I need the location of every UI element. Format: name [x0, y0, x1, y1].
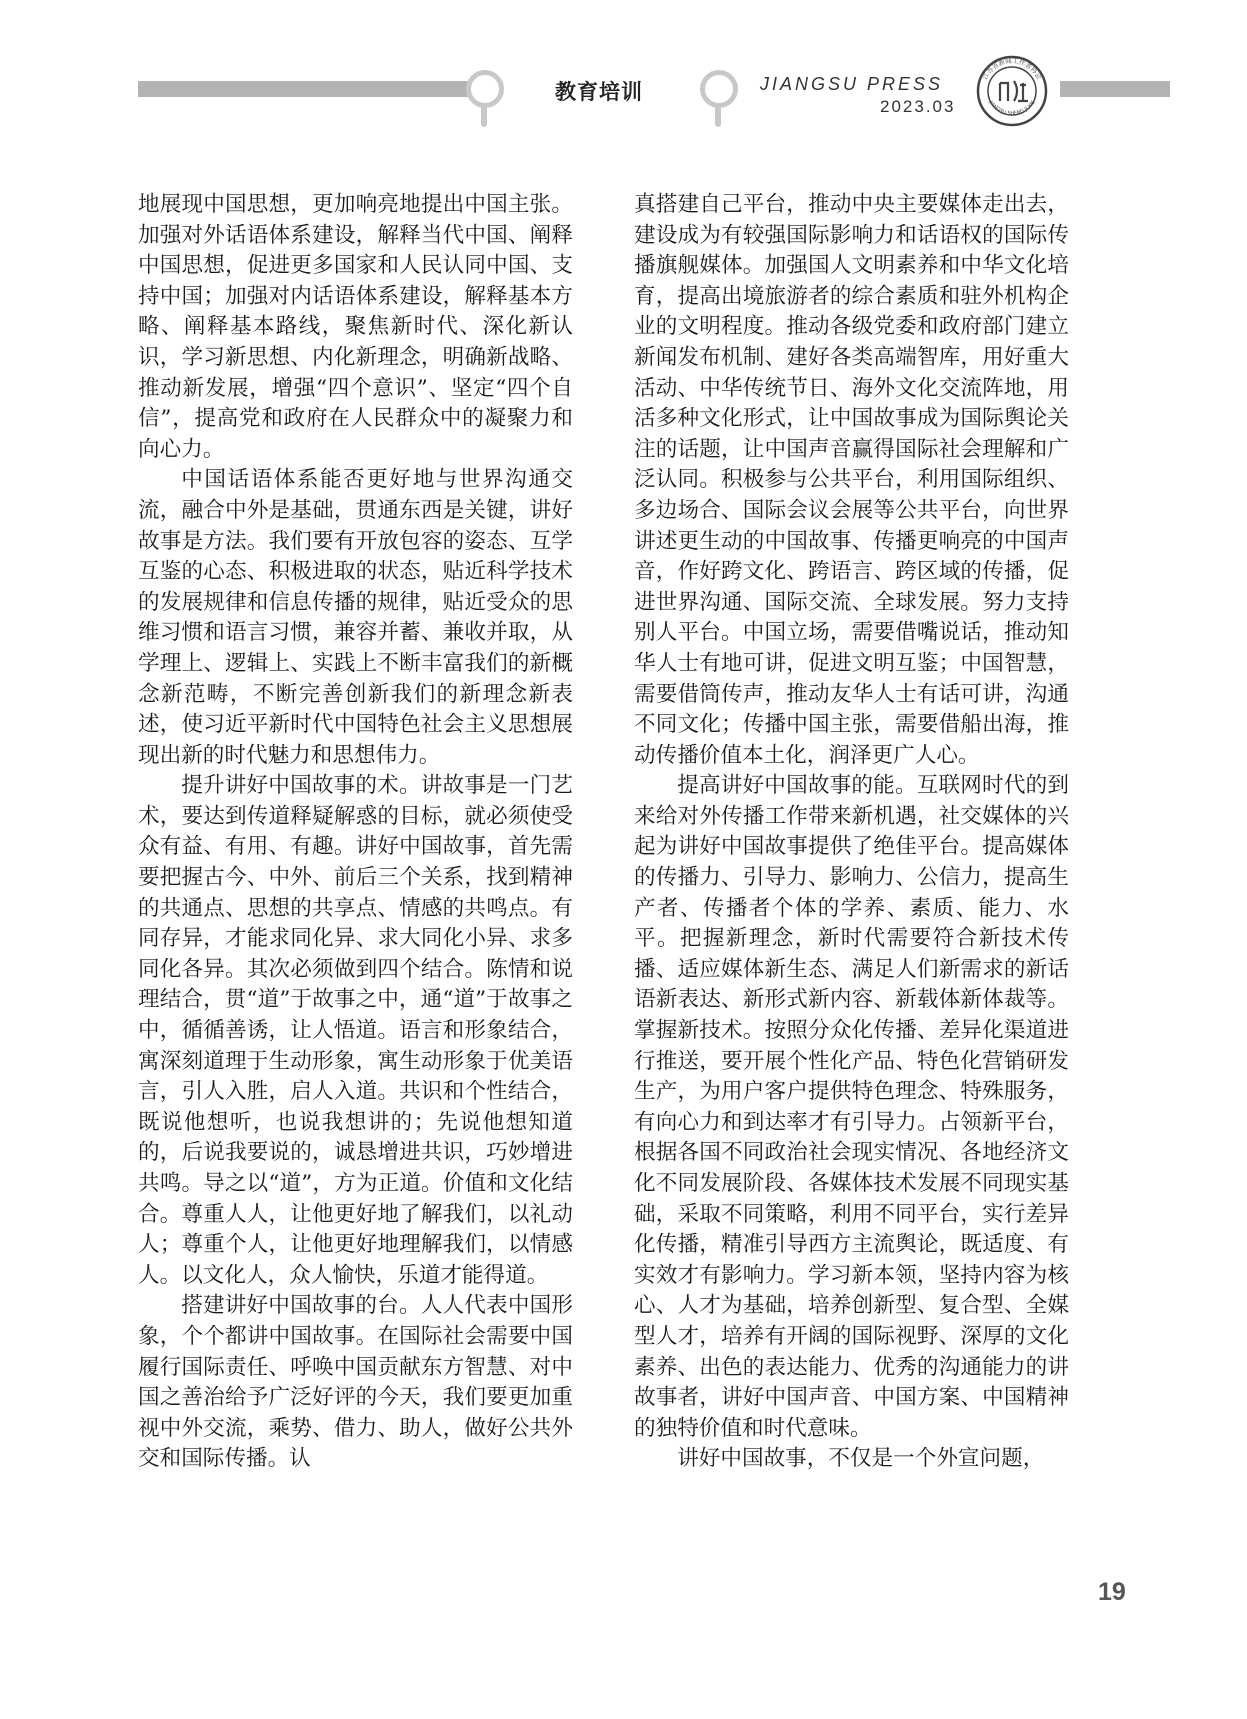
paragraph: 搭建讲好中国故事的台。人人代表中国形象，个个都讲中国故事。在国际社会需要中国履行国际责任、呼唤中国贡献东方智慧、对中国之善治给予广泛好评的今天，我们要更加重视中外交流，乘势、借力、助人，做好公共外交和国际传播。认 [138, 1293, 573, 1472]
section-title: 教育培训 [555, 80, 643, 104]
seal-text: 江苏省新闻工作者协会 [980, 56, 1044, 81]
press-name: JIANGSU PRESS [760, 74, 944, 94]
pin-icon [466, 70, 504, 108]
paragraph: 中国话语体系能否更好地与世界沟通交流，融合中外是基础，贯通东西是关键，讲好故事是方法。我们要有开放包容的姿态、互学互鉴的心态、积极进取的状态，贴近科学技术的发展规律和信息传播的规律，贴近受众的思维习惯和语言习惯，兼容并蓄、兼收并取，从学理上、逻辑上、实践上不断丰富我们的新概念新范畴，不断完善创新我们的新理念新表述，使习近平新时代中国特色社会主义思想展现出新的时代魅力和思想伟力。 [138, 467, 573, 768]
page-header [0, 0, 1247, 140]
page-number: 19 [1098, 1578, 1126, 1606]
paragraph: 讲好中国故事，不仅是一个外宣问题， [677, 1446, 1045, 1472]
header-bar-right [1060, 81, 1170, 97]
paragraph: 地展现中国思想，更加响亮地提出中国主张。加强对外话语体系建设，解释当代中国、阐释中国思想，促进更多国家和人民认同中国、支持中国；加强对内话语体系建设，解释基本方略、阐释基本路线，聚焦新时代、深化新认识，学习新思想、内化新理念，明确新战略、推动新发展，增强“四个意识”、坚定“四个自信”，提高党和政府在人民群众中的凝聚力和向心力。 [138, 192, 573, 462]
seal-text-en: JIANGSU SHENG JI XIE [987, 99, 1037, 117]
right-column [634, 190, 1069, 1475]
svg-text:JIANGSU SHENG JI XIE [987, 99, 1037, 117]
issue-number: 2023.03 [880, 97, 956, 116]
svg-text:江苏省新闻工作者协会 [980, 56, 1044, 81]
paragraph: 提升讲好中国故事的术。讲故事是一门艺术，要达到传道释疑解惑的目标，就必须使受众有益、有用、有趣。讲好中国故事，首先需要把握古今、中外、前后三个关系，找到精神的共通点、思想的共享点、情感的共鸣点。有同存异，才能求同化异、求大同化小异、求多同化各异。其次必须做到四个结合。陈情和说理结合，贯“道”于故事之中，通“道”于故事之中，循循善诱，让人悟道。语言和形象结合，寓深刻道理于生动形象，寓生动形象于优美语言，引人入胜，启人入道。共识和个性结合，既说他想听，也说我想讲的；先说他想知道的，后说我要说的，诚恳增进共识，巧妙增进共鸣。导之以“道”，方为正道。价值和文化结合。尊重人人，让他更好地了解我们，以礼动人；尊重个人，让他更好地理解我们，以情感人。以文化人，众人愉快，乐道才能得道。 [138, 773, 573, 1288]
left-column [138, 190, 573, 1475]
association-seal-icon [976, 55, 1048, 127]
paragraph: 真搭建自己平台，推动中央主要媒体走出去，建设成为有较强国际影响力和话语权的国际传播旗舰媒体。加强国人文明素养和中华文化培育，提高出境旅游者的综合素质和驻外机构企业的文明程度。推动各级党委和政府部门建立新闻发布机制、建好各类高端智库，用好重大活动、中华传统节日、海外文化交流阵地，用活多种文化形式，让中国故事成为国际舆论关注的话题，让中国声音赢得国际社会理解和广泛认同。积极参与公共平台，利用国际组织、多边场合、国际会议会展等公共平台，向世界讲述更生动的中国故事、传播更响亮的中国声音，作好跨文化、跨语言、跨区域的传播，促进世界沟通、国际交流、全球发展。努力支持别人平台。中国立场，需要借嘴说话，推动知华人士有地可讲，促进文明互鉴；中国智慧，需要借筒传声，推动友华人士有话可讲，沟通不同文化；传播中国主张，需要借船出海，推动传播价值本土化，润泽更广人心。 [634, 192, 1069, 768]
header-bar-left [138, 81, 476, 97]
paragraph: 提高讲好中国故事的能。互联网时代的到来给对外传播工作带来新机遇，社交媒体的兴起为讲好中国故事提供了绝佳平台。提高媒体的传播力、引导力、影响力、公信力，提高生产者、传播者个体的学养、素质、能力、水平。把握新理念，新时代需要符合新技术传播、适应媒体新生态、满足人们新需求的新话语新表达、新形式新内容、新载体新体裁等。掌握新技术。按照分众化传播、差异化渠道进行推送，要开展个性化产品、特色化营销研发生产，为用户客户提供特色理念、特殊服务，有向心力和到达率才有引导力。占领新平台，根据各国不同政治社会现实情况、各地经济文化不同发展阶段、各媒体技术发展不同现实基础，采取不同策略，利用不同平台，实行差异化传播，精准引导西方主流舆论，既适度、有实效才有影响力。学习新本领，坚持内容为核心、人才为基础，培养创新型、复合型、全媒型人才，培养有开阔的国际视野、深厚的文化素养、出色的表达能力、优秀的沟通能力的讲故事者，讲好中国声音、中国方案、中国精神的独特价值和时代意味。 [634, 773, 1069, 1441]
pin-icon [700, 70, 738, 108]
